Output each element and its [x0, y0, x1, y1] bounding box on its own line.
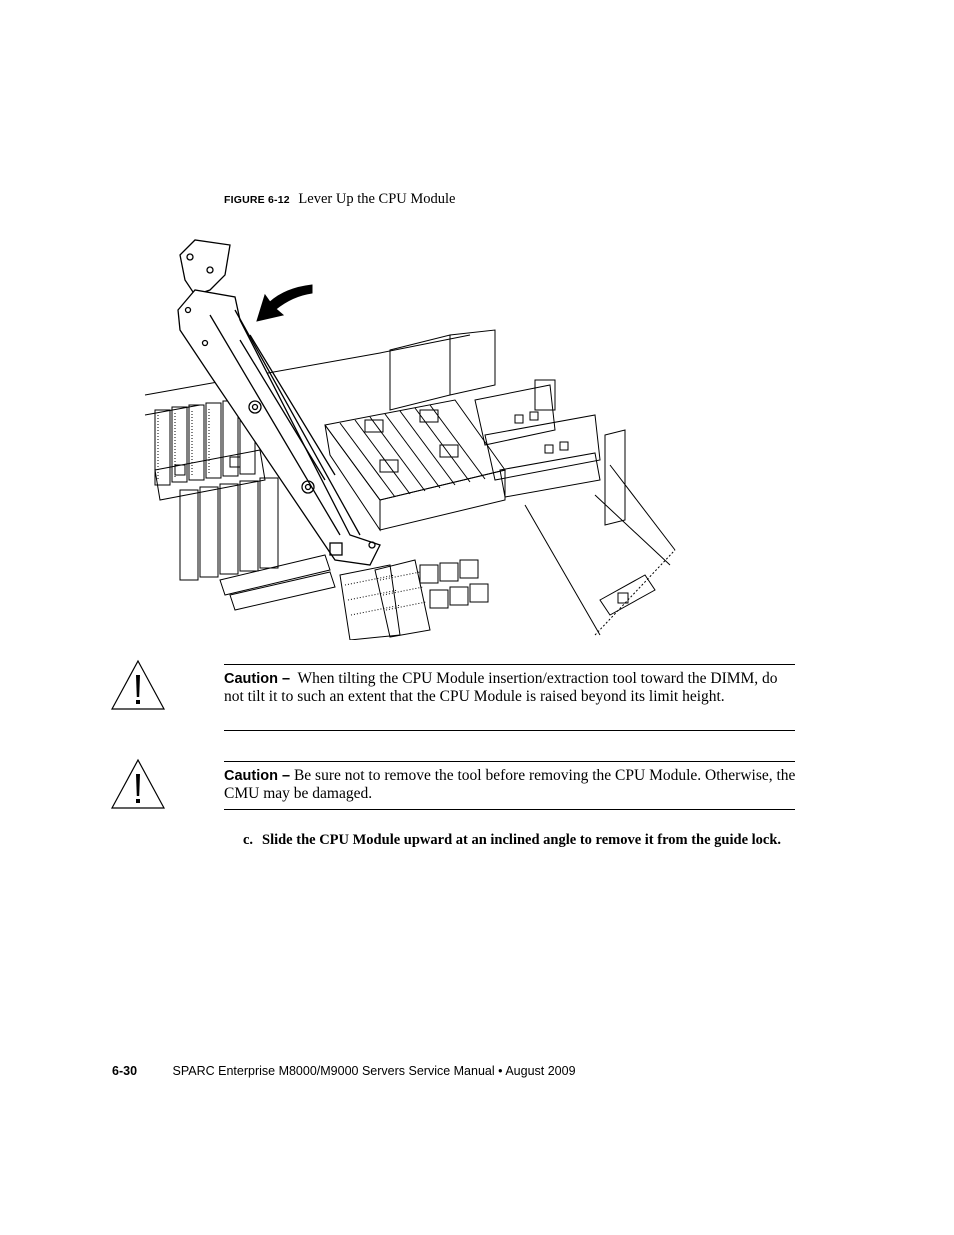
publication-date: August 2009	[505, 1064, 576, 1078]
caution-label: Caution –	[224, 768, 291, 784]
heatsink	[325, 400, 505, 530]
caution-rule-bottom-2	[224, 809, 795, 810]
manual-title: SPARC Enterprise M8000/M9000 Servers Service Manual	[172, 1064, 495, 1078]
warning-triangle-icon	[110, 758, 166, 810]
curved-arrow-icon	[257, 285, 312, 321]
warning-triangle-icon	[110, 659, 166, 711]
dimm-slots-lower	[220, 555, 430, 640]
caution-rule-bottom-1	[224, 730, 795, 731]
cpu-module-figure	[140, 235, 680, 640]
figure-caption	[224, 191, 455, 208]
daughter-cards	[475, 385, 600, 497]
procedure-step	[243, 831, 788, 850]
page-number: 6-30	[112, 1064, 138, 1078]
caution-text: Be sure not to remove the tool before removing the CPU Module. Otherwise, the CMU may be damaged.	[224, 767, 796, 802]
figure-label: FIGURE 6-12	[224, 194, 290, 206]
figure-title: Lever Up the CPU Module	[298, 191, 456, 207]
page-footer	[112, 1064, 576, 1078]
caution-1	[224, 670, 799, 706]
caution-2	[224, 767, 799, 803]
caution-text: When tilting the CPU Module insertion/extraction tool toward the DIMM, do not tilt it to such an extent that the CPU Module is raised beyond its limit height.	[224, 670, 778, 705]
step-text: Slide the CPU Module upward at an inclined angle to remove it from the guide lock.	[262, 832, 782, 848]
caution-label: Caution –	[224, 671, 291, 687]
caution-rule-top-1	[224, 664, 795, 665]
step-marker: c.	[243, 832, 254, 848]
caution-rule-top-2	[224, 761, 795, 762]
footer-separator: •	[498, 1064, 503, 1078]
